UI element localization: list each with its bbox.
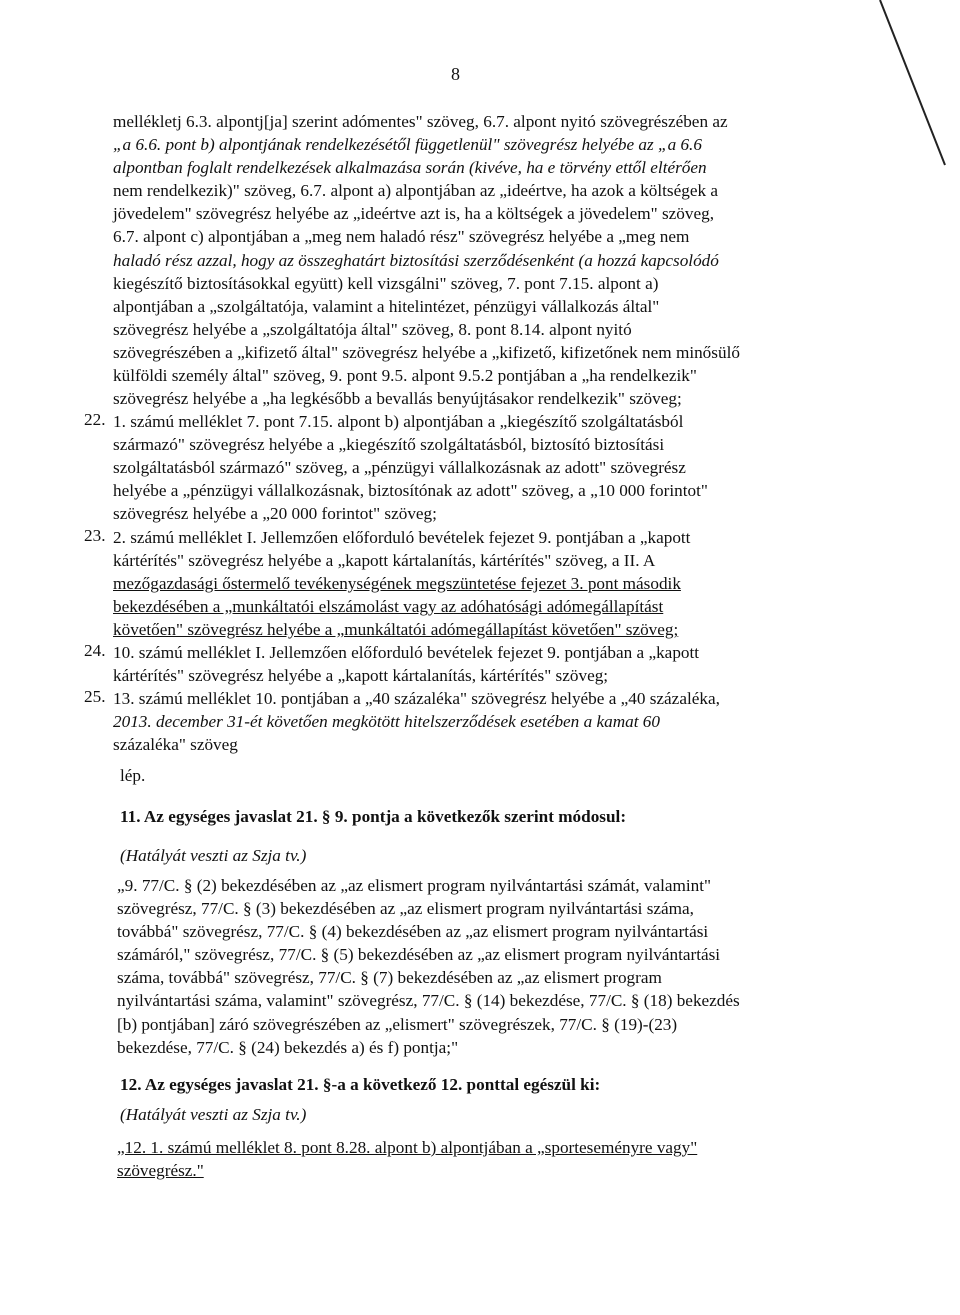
item-number: 24. [84,641,106,660]
text-line: szövegrész." [117,1161,204,1181]
amendment-item-24 [113,641,830,687]
text-line: 6.7. alpont c) alpontjában a „meg nem haladó rész" szövegrész helyébe a „meg nem [113,227,690,247]
section-11-body [117,874,827,1059]
text-line: alpontjában a „szolgáltatója, valamint a hitelintézet, pénzügyi vállalkozás által" [113,296,660,316]
text-line: szövegrészében a „kifizető által" szövegrész helyébe a „kifizető, kifizetőnek nem minősülő [113,342,740,362]
text-line: száma, továbbá" szövegrész, 77/C. § (7) bekezdésében az „az elismert program [117,968,662,988]
text-line: számáról," szövegrész, 77/C. § (5) bekezdésében az „az elismert program nyilvántartási [117,945,721,965]
amendment-item-22 [113,410,830,525]
item-number: 22. [84,410,106,429]
text-line: „12. 1. számú melléklet 8. pont 8.28. alpont b) alpontjában a „sporteseményre vagy" [117,1138,698,1157]
text-line: szövegrész, 77/C. § (3) bekezdésében az „az elismert program nyilvántartási száma, [117,899,694,919]
text-line: szolgáltatásból származó" szöveg, a „pénzügyi vállalkozásnak az adott" szövegrész [113,458,686,478]
text-line: mellékletj 6.3. alpontj[ja] szerint adómentes" szöveg, 6.7. alpont nyitó szövegrészében az [113,112,728,131]
text-line: jövedelem" szövegrész helyébe az „ideértve azt is, ha a költségek a jövedelem" szöveg, [113,204,715,224]
amendment-item-23 [113,526,830,641]
closing-word: lép. [120,766,146,785]
text-line: kiegészítő biztosításokkal együtt) kell vizsgálni" szöveg, 7. pont 7.15. alpont a) [113,273,659,293]
text-line: „a 6.6. pont b) alpontjának rendelkezésétől függetlenül" szövegrész helyébe az „a 6.6 [113,135,702,155]
text-line: 2013. december 31-ét követően megkötött hitelszerződések esetében a kamat 60 [113,712,660,732]
text-line: bekezdése, 77/C. § (24) bekezdés a) és f) pontja;" [117,1037,459,1057]
section-12-body [117,1136,827,1182]
text-line: bekezdésében a „munkáltatói elszámolást vagy az adóhatósági adómegállapítást [113,597,664,617]
section-12-note: (Hatályát veszti az Szja tv.) [120,1105,307,1124]
text-line: 13. számú melléklet 10. pontjában a „40 százaléka" szövegrész helyébe a „40 százaléka, [113,689,720,708]
text-line: nyilvántartási száma, valamint" szövegrész, 77/C. § (14) bekezdése, 77/C. § (18) bekezdés [117,991,740,1011]
text-line: kártérítés" szövegrész helyébe a „kapott kártalanítás, kártérítés" szöveg, a II. A [113,551,656,571]
section-11-heading: 11. Az egységes javaslat 21. § 9. pontja a következők szerint módosul: [120,807,627,826]
item-number: 23. [84,526,106,545]
text-line: követően" szövegrész helyébe a „munkáltatói adómegállapítást követően" szöveg; [113,620,679,640]
text-line: alpontban foglalt rendelkezések alkalmazása során (kivéve, ha e törvény ettől eltérően [113,158,707,178]
section-11-note: (Hatályát veszti az Szja tv.) [120,846,307,865]
text-line: mezőgazdasági őstermelő tevékenységének megszüntetése fejezet 3. pont második [113,574,681,594]
text-line: 10. számú melléklet I. Jellemzően előforduló bevételek fejezet 9. pontjában a „kapott [113,643,700,662]
item-number: 25. [84,687,106,706]
amendment-item-25 [113,687,830,756]
text-line: szövegrész helyébe a „szolgáltatója által" szöveg, 8. pont 8.14. alpont nyitó [113,319,632,339]
text-line: szövegrész helyébe a „ha legkésőbb a bevallás benyújtásakor rendelkezik" szöveg; [113,389,682,409]
text-line: százaléka" szöveg [113,735,238,755]
section-12-heading: 12. Az egységes javaslat 21. §-a a következő 12. ponttal egészül ki: [120,1075,601,1094]
text-line: 1. számú melléklet 7. pont 7.15. alpont b) alpontjában a „kiegészítő szolgáltatásból [113,412,684,431]
page-number: 8 [451,64,460,84]
text-line: haladó rész azzal, hogy az összeghatárt biztosítási szerződésenként (a hozzá kapcsolódó [113,250,719,270]
text-line: [b) pontjában] záró szövegrészében az „elismert" szövegrészek, 77/C. § (19)-(23) [117,1014,678,1034]
text-line: helyébe a „pénzügyi vállalkozásnak, biztosítónak az adott" szöveg, a „10 000 forintot" [113,481,708,501]
text-line: nem rendelkezik)" szöveg, 6.7. alpont a) alpontjában az „ideértve, ha azok a költségek a [113,181,718,201]
text-line: származó" szövegrész helyébe a „kiegészítő szolgáltatásból, biztosító biztosítási [113,435,665,455]
text-line: 2. számú melléklet I. Jellemzően előforduló bevételek fejezet 9. pontjában a „kapott [113,528,691,547]
text-line: továbbá" szövegrész, 77/C. § (4) bekezdésében az „az elismert program nyilvántartási [117,922,709,942]
text-line: kártérítés" szövegrész helyébe a „kapott kártalanítás, kártérítés" szöveg; [113,666,609,686]
text-line: „9. 77/C. § (2) bekezdésében az „az elismert program nyilvántartási számát, valamint" [117,876,712,895]
text-line: külföldi személy által" szöveg, 9. pont 9.5. alpont 9.5.2 pontjában a „ha rendelkezik" [113,366,697,386]
continuation-paragraph [113,110,830,410]
text-line: szövegrész helyébe a „20 000 forintot" szöveg; [113,504,437,524]
